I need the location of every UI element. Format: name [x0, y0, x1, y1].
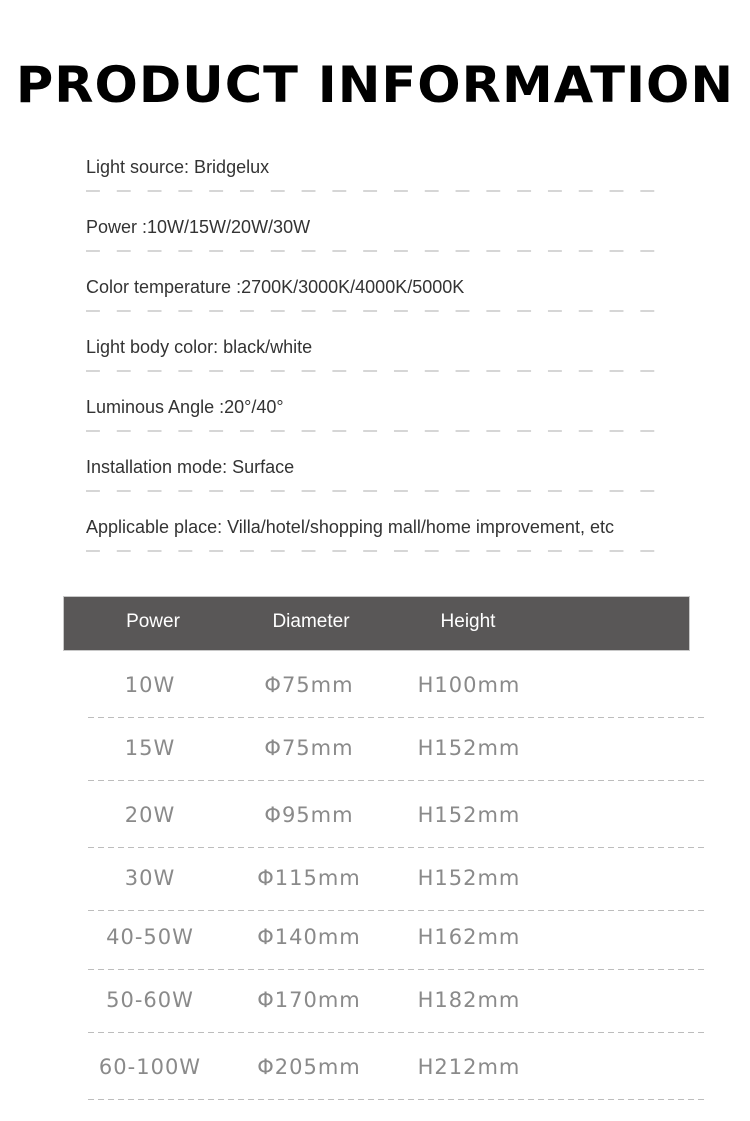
dashed-divider	[86, 190, 671, 192]
cell-height: H152mm	[417, 866, 521, 890]
cell-diameter: Φ95mm	[264, 803, 354, 827]
info-row-power	[86, 210, 671, 270]
cell-power: 20W	[124, 803, 176, 827]
info-text: Power :10W/15W/20W/30W	[86, 217, 311, 237]
dashed-divider	[88, 847, 708, 848]
dashed-divider	[88, 1032, 708, 1033]
dashed-divider	[86, 250, 671, 252]
header-diameter: Diameter	[272, 611, 350, 632]
cell-power: 30W	[124, 866, 176, 890]
info-row-color-temperature	[86, 270, 671, 330]
dashed-divider	[86, 370, 671, 372]
dashed-divider	[86, 310, 671, 312]
cell-height: H182mm	[417, 988, 521, 1012]
cell-height: H212mm	[417, 1055, 521, 1079]
cell-diameter: Φ205mm	[257, 1055, 361, 1079]
info-text: Luminous Angle :20°/40°	[86, 397, 284, 417]
cell-diameter: Φ115mm	[257, 866, 361, 890]
info-text: Light source: Bridgelux	[86, 157, 270, 177]
cell-height: H152mm	[417, 736, 521, 760]
dashed-divider	[88, 910, 708, 911]
info-text: Applicable place: Villa/hotel/shopping mall/home improvement, etc	[86, 517, 614, 537]
page-title: PRODUCT INFORMATION	[15, 56, 735, 114]
info-row-luminous-angle	[86, 390, 671, 450]
info-row-body-color	[86, 330, 671, 390]
cell-height: H152mm	[417, 803, 521, 827]
spec-table-header	[63, 596, 690, 651]
cell-diameter: Φ170mm	[257, 988, 361, 1012]
header-power: Power	[126, 611, 180, 632]
cell-diameter: Φ75mm	[264, 736, 354, 760]
cell-power: 15W	[124, 736, 176, 760]
cell-power: 60-100W	[98, 1055, 202, 1079]
info-text: Color temperature :2700K/3000K/4000K/5000K	[86, 277, 465, 297]
dashed-divider	[86, 550, 671, 552]
info-row-installation-mode	[86, 450, 671, 510]
cell-height: H162mm	[417, 925, 521, 949]
dashed-divider	[86, 430, 671, 432]
info-row-applicable-place	[86, 510, 671, 570]
info-row-light-source	[86, 150, 671, 210]
dashed-divider	[88, 780, 708, 781]
info-text: Installation mode: Surface	[86, 457, 295, 477]
cell-power: 50-60W	[106, 988, 194, 1012]
product-info-list	[86, 150, 671, 570]
info-text: Light body color: black/white	[86, 337, 313, 357]
cell-diameter: Φ75mm	[264, 673, 354, 697]
cell-height: H100mm	[417, 673, 521, 697]
dashed-divider	[88, 969, 708, 970]
header-height: Height	[440, 611, 496, 632]
cell-power: 10W	[124, 673, 176, 697]
dashed-divider	[86, 490, 671, 492]
dashed-divider	[88, 1099, 708, 1100]
cell-diameter: Φ140mm	[257, 925, 361, 949]
dashed-divider	[88, 717, 708, 718]
cell-power: 40-50W	[106, 925, 194, 949]
